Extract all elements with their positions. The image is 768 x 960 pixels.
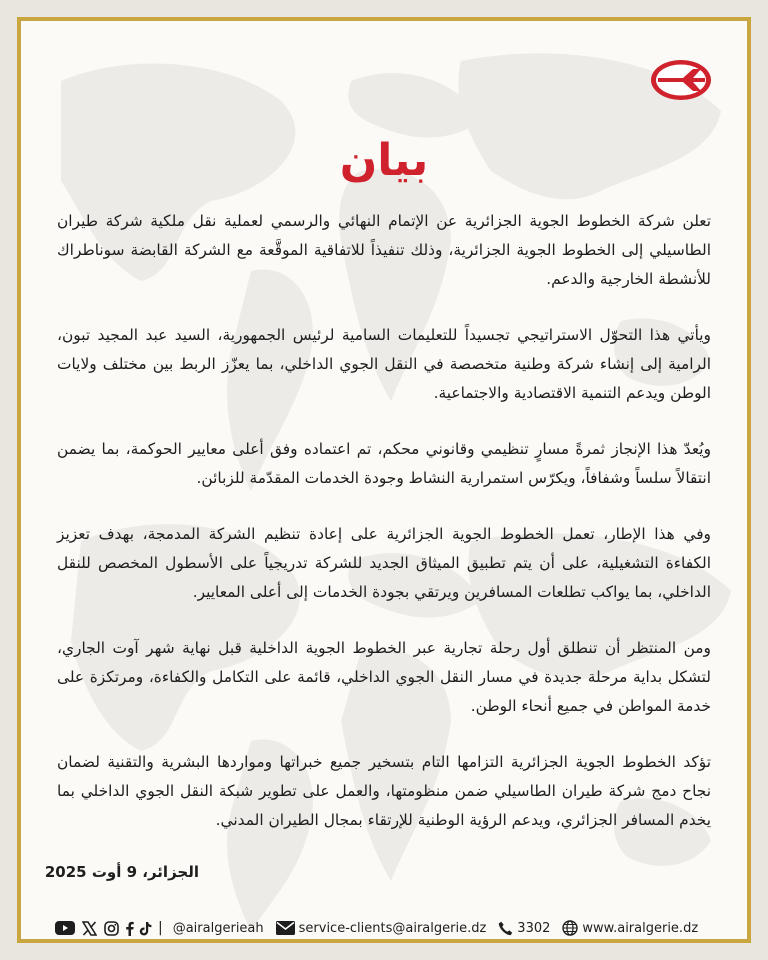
footer-separator: | (158, 920, 163, 936)
youtube-icon[interactable] (55, 921, 75, 935)
date-line: الجزائر، 9 أوت 2025 (44, 863, 199, 881)
facebook-icon[interactable] (125, 921, 134, 936)
email-address[interactable]: service-clients@airalgerie.dz (298, 920, 487, 936)
air-algerie-logo (649, 57, 713, 103)
document-frame (17, 17, 751, 943)
phone-icon (498, 921, 513, 936)
phone-number[interactable]: 3302 (517, 920, 551, 936)
contact-footer (55, 917, 713, 939)
x-twitter-icon[interactable] (82, 921, 97, 936)
paragraph-6: تؤكد الخطوط الجوية الجزائرية التزامها التام بتسخير جميع خبراتها ومواردها البشرية والتقنية لضمان نجاح دمج شركة طيران الطاسيلي ضمن منظومتها، والعمل على تطوير شبكة النقل الجوي الداخلي بما يخدم المسافر الجزائري، ويدعم الرؤية الوطنية للإرتقاء بمجال الطيران المدني. (57, 753, 711, 829)
website-link[interactable]: www.airalgerie.dz (582, 920, 699, 936)
social-handle[interactable]: @airalgerieah (172, 920, 264, 936)
statement-body (57, 207, 711, 862)
paragraph-5: ومن المنتظر أن تنطلق أول رحلة تجارية عبر الخطوط الجوية الداخلية قبل نهاية شهر آوت الجاري، لتشكل بداية مرحلة جديدة في مسار النقل الجوي الداخلي، قائمة على التكامل والكفاءة، ومرتكزة على خدمة المواطن في جميع أنحاء الوطن. (57, 639, 711, 715)
page-title: بيان (339, 135, 429, 186)
tiktok-icon[interactable] (139, 921, 152, 936)
paragraph-2: ويأتي هذا التحوّل الاستراتيجي تجسيداً للتعليمات السامية لرئيس الجمهورية، السيد عبد المجيد تبون، الرامية إلى إنشاء شركة وطنية متخصصة في النقل الجوي الداخلي، بما يعزّز الربط بين مختلف ولايات الوطن ويدعم التنمية الاقتصادية والاجتماعية. (57, 326, 711, 402)
globe-icon (562, 920, 578, 936)
paragraph-4: وفي هذا الإطار، تعمل الخطوط الجوية الجزائرية على إعادة تنظيم الشركة المدمجة، بهدف تعزيز الكفاءة التشغيلية، على أن يتم تطبيق الميثاق الجديد للشركة تدريجياً على الأسطول المخصص للنقل الداخلي، بما يواكب تطلعات المسافرين ويرتقي بجودة الخدمات إلى أعلى المعايير. (57, 525, 711, 601)
instagram-icon[interactable] (104, 921, 119, 936)
paragraph-1: تعلن شركة الخطوط الجوية الجزائرية عن الإتمام النهائي والرسمي لعملية نقل ملكية شركة طيران الطاسيلي إلى الخطوط الجوية الجزائرية، وذلك تنفيذاً للاتفاقية الموقَّعة مع الشركة القابضة سوناطراك للأنشطة الخارجية والدعم. (57, 212, 711, 288)
paragraph-3: ويُعدّ هذا الإنجاز ثمرةً مسارٍ تنظيمي وقانوني محكم، تم اعتماده وفق أعلى معايير الحوكمة، بما يضمن انتقالاً سلساً وشفافاً، ويكرّس استمرارية النشاط وجودة الخدمات المقدّمة للزبائن. (57, 440, 711, 487)
email-icon (276, 921, 295, 935)
